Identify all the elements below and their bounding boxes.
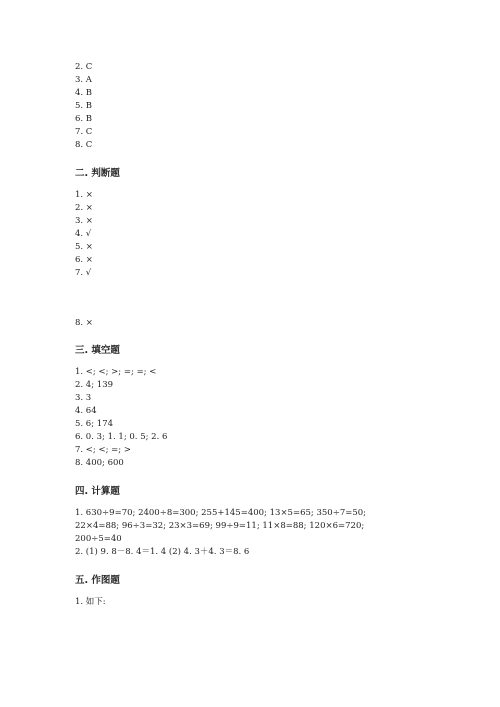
answer-line: 1. 如下: [75, 597, 106, 607]
answer-line: 8. 400; 600 [75, 458, 124, 468]
answer-line: 200÷5=40 [75, 534, 122, 544]
answer-line: 4. B [75, 88, 93, 98]
answer-line: 2. C [75, 62, 93, 72]
answer-line: 6. 0. 3; 1. 1; 0. 5; 2. 6 [75, 432, 168, 442]
section-title: 五. 作图题 [75, 575, 120, 586]
answer-line: 22×4=88; 96÷3=32; 23×3=69; 99÷9=11; 11×8=88; 120×6=720; [75, 521, 365, 531]
answer-line: 1. 630÷9=70; 2400÷8=300; 255+145=400; 13×5=65; 350÷7=50; [75, 508, 367, 518]
answer-line: 7. C [75, 127, 93, 137]
answer-line: 8. C [75, 140, 93, 150]
answer-line: 3. 3 [75, 393, 92, 403]
answer-line: 4. 64 [75, 406, 97, 416]
answer-line: 2. (1) 9. 8－8. 4＝1. 4 (2) 4. 3＋4. 3＝8. 6 [75, 547, 250, 557]
answer-line: 7. √ [75, 268, 92, 278]
answer-line: 3. A [75, 75, 92, 85]
section-title: 二. 判断题 [75, 168, 120, 179]
answer-line: 6. × [75, 255, 93, 265]
answer-line: 6. B [75, 114, 93, 124]
answer-line: 5. 6; 174 [75, 419, 114, 429]
answer-line: 5. × [75, 242, 93, 252]
answer-line: 8. × [75, 318, 93, 328]
answer-line: 1. × [75, 190, 93, 200]
answer-line: 4. √ [75, 229, 92, 239]
answer-line: 7. <; <; =; > [75, 445, 131, 455]
answer-line: 3. × [75, 216, 93, 226]
answer-line: 5. B [75, 101, 93, 111]
answer-line: 2. 4; 139 [75, 380, 114, 390]
section-title: 三. 填空题 [75, 345, 120, 356]
section-title: 四. 计算题 [75, 486, 120, 497]
answer-line: 1. <; <; >; =; =; < [75, 367, 157, 377]
answer-line: 2. × [75, 203, 93, 213]
